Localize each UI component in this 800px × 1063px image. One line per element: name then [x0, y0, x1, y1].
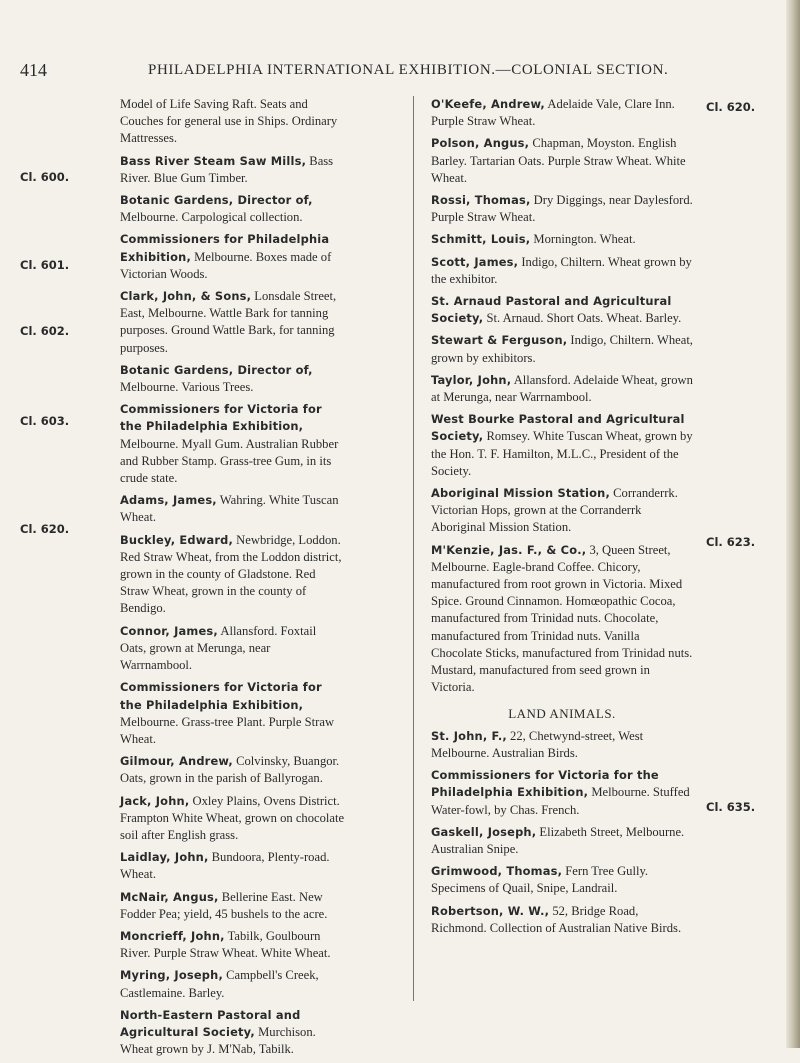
exhibitor-name: Schmitt, Louis,: [431, 232, 531, 247]
catalogue-entry: [431, 135, 693, 187]
entry-text: Indigo, Chiltern. Wheat grown by the exhibitor.: [431, 254, 692, 286]
exhibitor-name: Stewart & Ferguson,: [431, 333, 568, 348]
exhibitor-name: Adams, James,: [120, 493, 217, 508]
catalogue-entry: [431, 332, 693, 366]
exhibitor-name: Myring, Joseph,: [120, 968, 223, 983]
catalogue-entry: [120, 1007, 345, 1059]
exhibitor-name: M'Kenzie, Jas. F., & Co.,: [431, 542, 587, 557]
exhibitor-name: North-Eastern Pastoral and Agricultural Society,: [120, 1007, 301, 1039]
exhibitor-name: West Bourke Pastoral and Agricultural Society,: [431, 412, 685, 444]
exhibitor-name: Commissioners for Philadelphia Exhibition,: [120, 232, 330, 264]
exhibitor-name: Laidlay, John,: [120, 850, 209, 865]
exhibitor-name: Robertson, W. W.,: [431, 903, 550, 918]
catalogue-entry: [120, 153, 345, 187]
catalogue-entry: [431, 485, 693, 537]
catalogue-entry: [431, 96, 693, 130]
exhibitor-name: Gaskell, Joseph,: [431, 824, 537, 839]
class-label-623: Cl. 623.: [706, 535, 756, 549]
exhibitor-name: Jack, John,: [120, 793, 190, 808]
exhibitor-name: Connor, James,: [120, 623, 218, 638]
catalogue-entry: [431, 254, 693, 288]
entry-text: 3, Queen Street, Melbourne. Eagle-brand Coffee. Chicory, manufactured from root grown in Victoria. Mixed Spice. Ground Cinnamon. Homœopathic Cocoa, manufactured from Trinidad nuts. Chocolate, manufactured from Trinidad nuts. Vanilla Chocolate Sticks, manufactured from Trinidad nuts. Mustard, manufactured from seed grown in Victoria.: [431, 542, 693, 695]
exhibitor-name: St. John, F.,: [431, 728, 507, 743]
entry-text: Allansford. Foxtail Oats, grown at Merunga, near Warrnambool.: [120, 623, 317, 673]
catalogue-entry: [120, 753, 345, 787]
entry-text: Colvinsky, Buangor. Oats, grown in the parish of Ballyrogan.: [120, 754, 340, 786]
entry-text: Chapman, Moyston. English Barley. Tartarian Oats. Purple Straw Wheat. White Wheat.: [431, 136, 686, 185]
entry-text: Allansford. Adelaide Wheat, grown at Merunga, near Warrnambool.: [431, 372, 693, 405]
entry-text: Bass River. Blue Gum Timber.: [120, 153, 334, 185]
exhibitor-name: McNair, Angus,: [120, 889, 219, 904]
class-label-603: Cl. 603.: [20, 414, 70, 428]
catalogue-entry: [431, 824, 693, 858]
right-column: [431, 96, 693, 942]
catalogue-entry: [120, 192, 345, 226]
catalogue-entry: [120, 928, 345, 962]
catalogue-entry: [120, 231, 345, 283]
entry-text: Newbridge, Loddon. Red Straw Wheat, from the Loddon district, grown in the county of Gladstone. Red Straw Wheat, grown in the county of Bendigo.: [120, 532, 342, 616]
exhibitor-name: O'Keefe, Andrew,: [431, 97, 545, 111]
exhibitor-name: Commissioners for Victoria for the Philadelphia Exhibition,: [120, 680, 322, 712]
exhibitor-name: Gilmour, Andrew,: [120, 754, 233, 769]
entry-text: Bellerine East. New Fodder Pea; yield, 45 bushels to the acre.: [120, 889, 328, 921]
class-label-602: Cl. 602.: [20, 324, 70, 338]
exhibitor-name: Scott, James,: [431, 254, 519, 269]
section-heading: LAND ANIMALS.: [508, 705, 616, 721]
catalogue-entry: [120, 967, 345, 1001]
catalogue-entry: [120, 849, 345, 883]
catalogue-entry: [431, 767, 693, 819]
class-label-635: Cl. 635.: [706, 800, 756, 814]
entry-text: Melbourne. Myall Gum. Australian Rubber and Rubber Stamp. Grass-tree Gum, in its crude state.: [120, 436, 339, 486]
exhibitor-name: Aboriginal Mission Station,: [431, 486, 610, 501]
exhibitor-name: Commissioners for Victoria for the Philadelphia Exhibition,: [120, 402, 322, 434]
entry-text: Mornington. Wheat.: [530, 232, 636, 247]
entry-text: Campbell's Creek, Castlemaine. Barley.: [120, 968, 319, 1000]
entry-text: Model of Life Saving Raft. Seats and Couches for general use in Ships. Ordinary Mattresses.: [120, 97, 338, 146]
catalogue-entry: [431, 293, 693, 327]
exhibitor-name: Commissioners for Victoria for the Philadelphia Exhibition,: [431, 768, 659, 800]
catalogue-entry: [431, 903, 693, 937]
catalogue-entry: [431, 192, 693, 226]
exhibitor-name: Clark, John, & Sons,: [120, 289, 252, 304]
catalogue-entry: [120, 96, 345, 148]
left-column: [120, 96, 345, 1063]
entry-text: Bundoora, Plenty-road. Wheat.: [120, 850, 330, 882]
entry-text: Wahring. White Tuscan Wheat.: [120, 493, 339, 525]
catalogue-entry: [120, 679, 345, 748]
class-label-620-left: Cl. 620.: [20, 522, 70, 536]
page-edge: [786, 0, 800, 1048]
entry-text: Lonsdale Street, East, Melbourne. Wattle Bark for tanning purposes. Ground Wattle Bark, for tanning purposes.: [120, 289, 337, 355]
catalogue-entry: [120, 532, 345, 618]
catalogue-entry: [431, 411, 693, 480]
exhibitor-name: Rossi, Thomas,: [431, 193, 531, 208]
exhibitor-name: Bass River Steam Saw Mills,: [120, 153, 307, 168]
entry-text: Melbourne. Carpological collection.: [120, 210, 303, 225]
entry-text: Melbourne. Stuffed Water-fowl, by Chas. French.: [431, 785, 690, 817]
catalogue-entry: [120, 362, 345, 396]
catalogue-entry: [120, 793, 345, 845]
entry-text: Fern Tree Gully. Specimens of Quail, Snipe, Landrail.: [431, 864, 649, 896]
entry-text: Oxley Plains, Ovens District. Frampton White Wheat, grown on chocolate soil after English grass.: [120, 793, 345, 842]
column-divider: [413, 96, 414, 1001]
exhibitor-name: Buckley, Edward,: [120, 532, 234, 547]
exhibitor-name: Botanic Gardens, Director of,: [120, 193, 313, 208]
exhibitor-name: Taylor, John,: [431, 372, 512, 387]
entry-text: 52, Bridge Road, Richmond. Collection of Australian Native Birds.: [431, 903, 682, 935]
exhibitor-name: St. Arnaud Pastoral and Agricultural Society,: [431, 294, 672, 326]
entry-text: Corranderrk. Victorian Hops, grown at the Corranderrk Aboriginal Mission Station.: [431, 486, 678, 535]
exhibitor-name: Grimwood, Thomas,: [431, 864, 563, 879]
entry-text: St. Arnaud. Short Oats. Wheat. Barley.: [483, 311, 682, 326]
catalogue-entry: [120, 288, 345, 357]
page-header: [0, 60, 800, 82]
catalogue-entry: [120, 623, 345, 675]
entry-text: Dry Diggings, near Daylesford. Purple Straw Wheat.: [431, 193, 693, 225]
entry-text: 22, Chetwynd-street, West Melbourne. Australian Birds.: [431, 728, 644, 760]
entry-text: Melbourne. Boxes made of Victorian Woods.: [120, 249, 332, 281]
catalogue-entry: [431, 372, 693, 406]
catalogue-entry: [120, 492, 345, 526]
entry-text: Murchison. Wheat grown by J. M'Nab, Tabilk.: [120, 1024, 316, 1057]
entry-text: Melbourne. Various Trees.: [120, 380, 254, 395]
catalogue-entry: [431, 728, 693, 762]
class-label-620-right: Cl. 620.: [706, 100, 756, 114]
page-number: 414: [20, 60, 47, 80]
exhibitor-name: Botanic Gardens, Director of,: [120, 362, 313, 377]
entry-text: Adelaide Vale, Clare Inn. Purple Straw Wheat.: [431, 97, 675, 129]
catalogue-entry: [431, 542, 693, 697]
catalogue-entry: [120, 401, 345, 487]
entry-text: Indigo, Chiltern. Wheat, grown by exhibitors.: [431, 333, 693, 365]
exhibitor-name: Polson, Angus,: [431, 136, 530, 151]
catalogue-entry: [431, 231, 693, 248]
exhibitor-name: Moncrieff, John,: [120, 928, 225, 943]
catalogue-entry: [120, 889, 345, 923]
running-title: PHILADELPHIA INTERNATIONAL EXHIBITION.—COLONIAL SECTION.: [148, 62, 669, 78]
entry-text: Romsey. White Tuscan Wheat, grown by the Hon. T. F. Hamilton, M.L.C., President of the Society.: [431, 429, 693, 478]
entry-text: Elizabeth Street, Melbourne. Australian Snipe.: [431, 824, 685, 856]
class-label-600: Cl. 600.: [20, 170, 70, 184]
entry-text: Tabilk, Goulbourn River. Purple Straw Wheat. White Wheat.: [120, 928, 331, 961]
catalogue-entry: [431, 863, 693, 897]
entry-text: Melbourne. Grass-tree Plant. Purple Straw Wheat.: [120, 714, 335, 746]
class-label-601: Cl. 601.: [20, 258, 70, 272]
